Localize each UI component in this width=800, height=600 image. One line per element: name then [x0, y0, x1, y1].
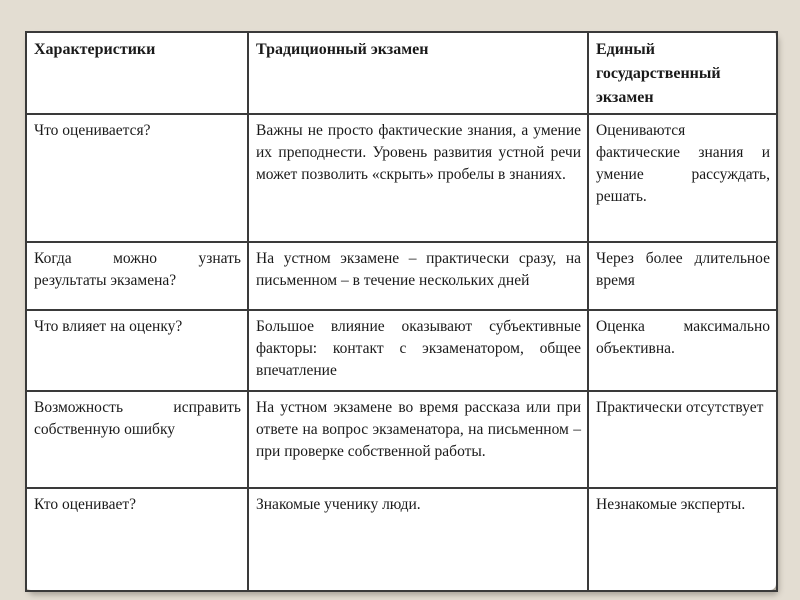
- cell-characteristic: Что оценивается?: [26, 114, 248, 242]
- cell-traditional: Большое влияние оказывают субъективные факторы: контакт с экзаменатором, общее впечатление: [248, 310, 588, 391]
- cell-unified: Через более длительное время: [588, 242, 777, 310]
- cell-unified: Практически отсутствует: [588, 391, 777, 488]
- header-traditional-exam: Традиционный экзамен: [248, 32, 588, 114]
- comparison-table: [25, 31, 778, 592]
- table-row: [26, 488, 777, 591]
- slide-sheet: [25, 31, 776, 590]
- header-characteristics: Характеристики: [26, 32, 248, 114]
- cell-traditional: Знакомые ученику люди.: [248, 488, 588, 591]
- cell-unified: Незнакомые эксперты.: [588, 488, 777, 591]
- cell-unified: Оцениваются фактические знания и умение рассуждать, решать.: [588, 114, 777, 242]
- table-row: [26, 242, 777, 310]
- cell-unified: Оценка максимально объективна.: [588, 310, 777, 391]
- cell-traditional: Важны не просто фактические знания, а умение их преподнести. Уровень развития устной речи может позволить «скрыть» пробелы в знаниях.: [248, 114, 588, 242]
- table-row: [26, 391, 777, 488]
- cell-characteristic: Кто оценивает?: [26, 488, 248, 591]
- table-row: [26, 310, 777, 391]
- cell-traditional: На устном экзамене во время рассказа или при ответе на вопрос экзаменатора, на письменном – при проверке собственной работы.: [248, 391, 588, 488]
- table-header-row: [26, 32, 777, 114]
- cell-traditional: На устном экзамене – практически сразу, на письменном – в течение нескольких дней: [248, 242, 588, 310]
- table-row: [26, 114, 777, 242]
- cell-characteristic: Возможность исправить собственную ошибку: [26, 391, 248, 488]
- cell-characteristic: Когда можно узнать результаты экзамена?: [26, 242, 248, 310]
- cell-characteristic: Что влияет на оценку?: [26, 310, 248, 391]
- header-unified-exam: Единый государственный экзамен: [588, 32, 777, 114]
